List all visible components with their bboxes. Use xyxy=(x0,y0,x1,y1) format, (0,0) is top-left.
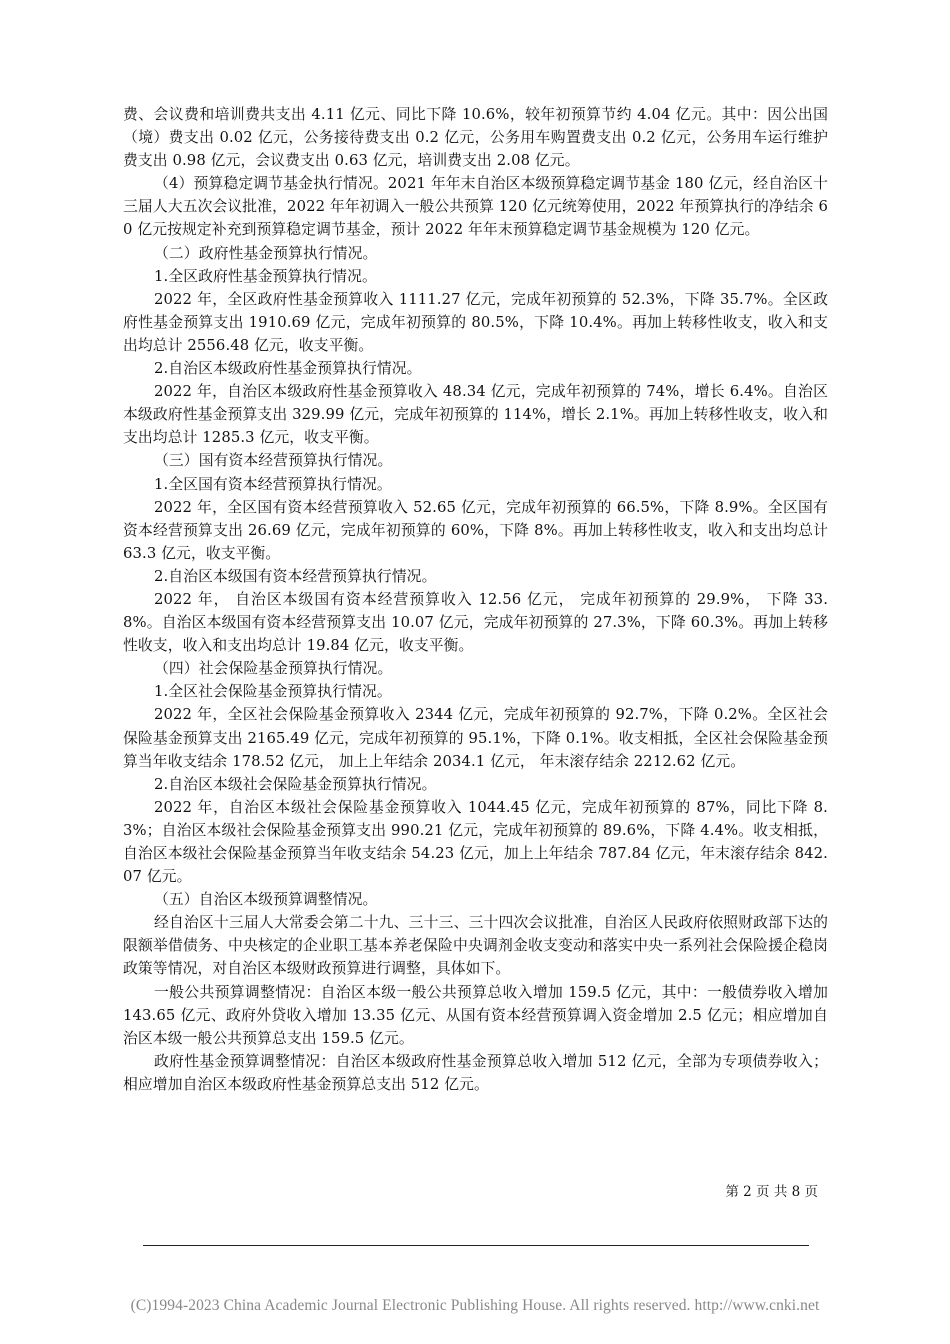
copyright-notice: (C)1994-2023 China Academic Journal Electronic Publishing House. All rights reserved. http://www.cnki.net xyxy=(130,1297,820,1314)
paragraph: 费、会议费和培训费共支出 4.11 亿元、同比下降 10.6%，较年初预算节约 4.04 亿元。其中：因公出国（境）费支出 0.02 亿元，公务接待费支出 0.2 亿元，公务用车购置费支出 0.2 亿元，公务用车运行维护费支出 0.98 亿元，会议费支出 0.63 亿元，培训费支出 2.08 亿元。 xyxy=(123,106,828,170)
page-number: 第 2 页 共 8 页 xyxy=(725,1184,818,1200)
paragraph: 2.自治区本级政府性基金预算执行情况。 xyxy=(154,360,422,378)
paragraph: 1.全区社会保险基金预算执行情况。 xyxy=(154,683,392,701)
paragraph: （三）国有资本经营预算执行情况。 xyxy=(154,452,393,470)
paragraph: 2.自治区本级国有资本经营预算执行情况。 xyxy=(154,567,437,585)
paragraph: （五）自治区本级预算调整情况。 xyxy=(154,891,378,909)
paragraph: 政府性基金预算调整情况：自治区本级政府性基金预算总收入增加 512 亿元，全部为专项债券收入；相应增加自治区本级政府性基金预算总支出 512 亿元。 xyxy=(123,1052,828,1093)
paragraph: 1.全区政府性基金预算执行情况。 xyxy=(154,267,377,285)
paragraph: 2022 年，全区社会保险基金预算收入 2344 亿元，完成年初预算的 92.7%，下降 0.2%。全区社会保险基金预算支出 2165.49 亿元，完成年初预算的 95.1%，下降 0.1%。收支相抵，全区社会保险基金预算当年收支结余 178.52 亿元， 加上上年结余 2034.1 亿元， 年末滚存结余 2212.62 亿元。 xyxy=(123,706,828,770)
paragraph: 1.全区国有资本经营预算执行情况。 xyxy=(154,475,392,493)
paragraph: 2.自治区本级社会保险基金预算执行情况。 xyxy=(154,775,437,793)
paragraph: 2022 年， 自治区本级国有资本经营预算收入 12.56 亿元， 完成年初预算的 29.9%， 下降 33.8%。自治区本级国有资本经营预算支出 10.07 亿元，完成年初预算的 27.3%，下降 60.3%。再加上转移性收支，收入和支出均总计 19.84 亿元，收支平衡。 xyxy=(123,590,828,655)
paragraph: 一般公共预算调整情况：自治区本级一般公共预算总收入增加 159.5 亿元，其中：一般债券收入增加 143.65 亿元、政府外贷收入增加 13.35 亿元、从国有资本经营预算调入资金增加 2.5 亿元；相应增加自治区本级一般公共预算总支出 159.5 亿元。 xyxy=(123,983,828,1047)
paragraph: （四）社会保险基金预算执行情况。 xyxy=(154,660,393,678)
paragraph: 2022 年，全区政府性基金预算收入 1111.27 亿元，完成年初预算的 52.3%，下降 35.7%。全区政府性基金预算支出 1910.69 亿元，完成年初预算的 80.5%，下降 10.4%。再加上转移性收支，收入和支出均总计 2556.48 亿元，收支平衡。 xyxy=(123,290,828,354)
paragraph: 2022 年，自治区本级政府性基金预算收入 48.34 亿元，完成年初预算的 74%，增长 6.4%。自治区本级政府性基金预算支出 329.99 亿元，完成年初预算的 114%，增长 2.1%。再加上转移性收支，收入和支出均总计 1285.3 亿元，收支平衡。 xyxy=(123,383,828,447)
paragraph: （二）政府性基金预算执行情况。 xyxy=(154,244,378,262)
paragraph: 2022 年，全区国有资本经营预算收入 52.65 亿元，完成年初预算的 66.5%，下降 8.9%。全区国有资本经营预算支出 26.69 亿元，完成年初预算的 60%，下降 8%。再加上转移性收支，收入和支出均总计 63.3 亿元，收支平衡。 xyxy=(123,498,828,562)
footer-divider xyxy=(143,1245,809,1246)
paragraph: 经自治区十三届人大常委会第二十九、三十三、三十四次会议批准，自治区人民政府依照财政部下达的限额举借债务、中央核定的企业职工基本养老保险中央调剂金收支变动和落实中央一系列社会保险援企稳岗政策等情况，对自治区本级财政预算进行调整，具体如下。 xyxy=(123,914,828,978)
paragraph: 2022 年，自治区本级社会保险基金预算收入 1044.45 亿元，完成年初预算的 87%，同比下降 8.3%；自治区本级社会保险基金预算支出 990.21 亿元，完成年初预算的 89.6%，下降 4.4%。收支相抵，自治区本级社会保险基金预算当年收支结余 54.23 亿元，加上上年结余 787.84 亿元，年末滚存结余 842.07 亿元。 xyxy=(123,798,828,886)
paragraph: （4）预算稳定调节基金执行情况。2021 年年末自治区本级预算稳定调节基金 180 亿元，经自治区十三届人大五次会议批准，2022 年年初调入一般公共预算 120 亿元统筹使用，2022 年预算执行的净结余 60 亿元按规定补充到预算稳定调节基金，预计 2022 年年末预算稳定调节基金规模为 120 亿元。 xyxy=(123,175,828,239)
document-body xyxy=(123,103,828,1096)
